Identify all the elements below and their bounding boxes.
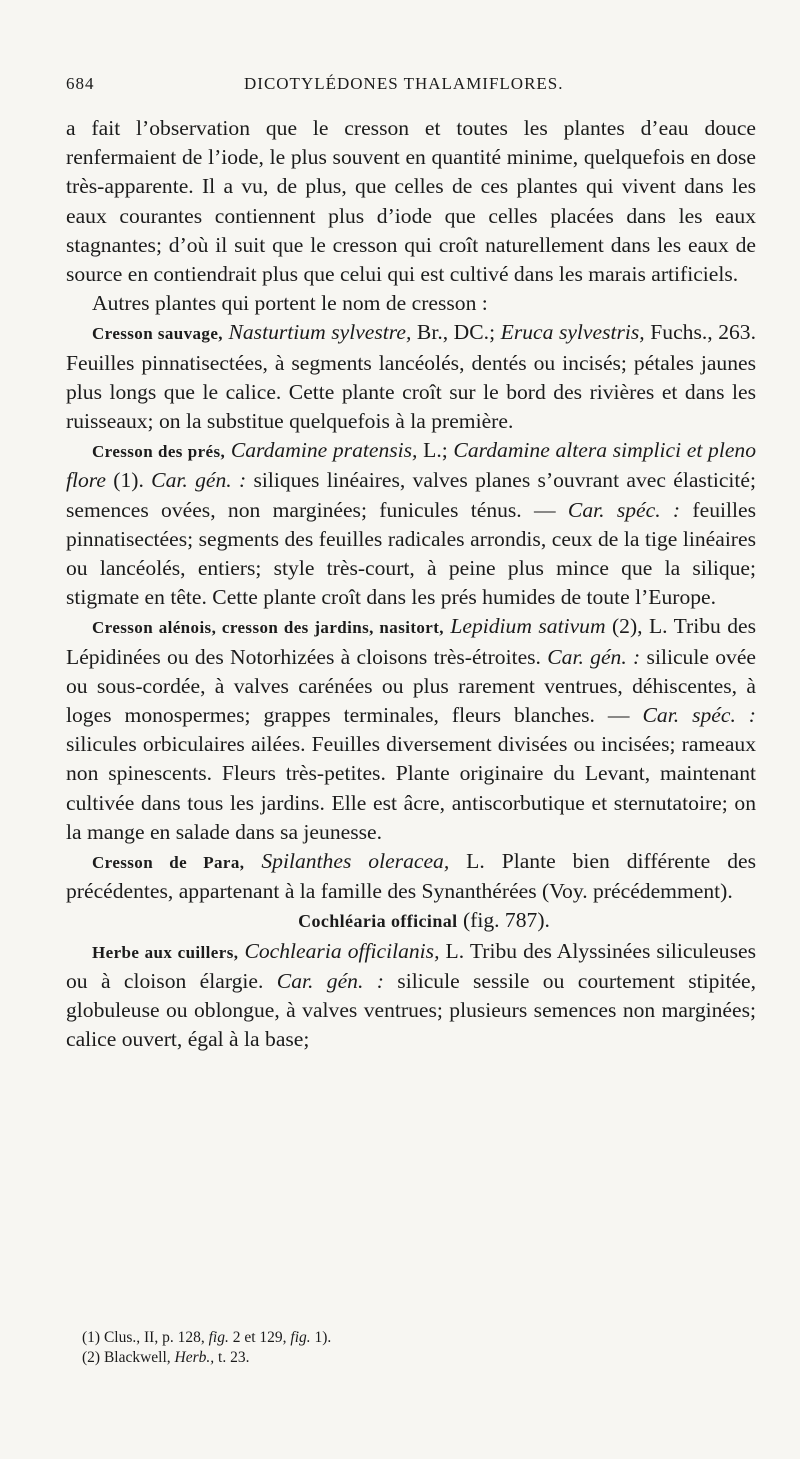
entry-text: L.; — [417, 438, 454, 463]
entry-text: feuilles pinnatisectées; segments des feuilles radicales arrondis, ceux de la tige linéaires ou lancéolés, entiers; style très-court, à peine plus mince que la silique; stigmate en tête. Cette plante croît dans les prés humides de toute l’Europe. — [66, 497, 756, 610]
latin-name: Nasturtium sylvestre, — [228, 320, 412, 345]
car-gen-label: Car. gén. : — [151, 468, 247, 493]
main-text — [66, 114, 756, 1055]
paragraph-iode: a fait l’observation que le cresson et toutes les plantes d’eau douce renfermaient de l’iode, le plus souvent en quantité minime, quelquefois en dose très-apparente. Il a vu, de plus, que celles de ces plantes qui vivent dans les eaux courantes contiennent plus d’iode que celles placées dans les eaux stagnantes; d’où il suit que le cresson qui croît naturellement dans les eaux de source en contiendrait plus que celui qui est cultivé dans les marais artificiels. — [66, 116, 756, 287]
latin-name: Eruca sylvestris, — [500, 320, 645, 345]
running-title: DICOTYLÉDONES THALAMIFLORES. — [244, 74, 564, 93]
footnote-text: 1). — [310, 1329, 332, 1346]
latin-name: Spilanthes oleracea, — [261, 849, 450, 874]
entry-herbe-aux-cuillers — [66, 937, 756, 1055]
entry-text: L. Plante bien différente des précédentes, appartenant à la famille des Synanthérées (Voy. précédemment). — [66, 849, 756, 904]
car-spec-label: Car. spéc. : — [567, 497, 681, 522]
latin-name: Cochlearia officilanis, — [244, 938, 440, 963]
entry-text: silicules orbiculaires ailées. Feuilles diversement divisées ou incisées; rameaux non spinescents. Fleurs très-petites. Plante originaire du Levant, maintenant cultivée dans tous les jardins. Elle est âcre, antiscorbutique et sternutatoire; on la mange en salade dans sa jeunesse. — [66, 732, 756, 844]
footnotes — [82, 1328, 742, 1368]
entry-cresson-alenois — [66, 612, 756, 847]
car-spec-label: Car. spéc. : — [642, 703, 756, 728]
latin-name: Lepidium sativum — [450, 614, 606, 639]
entry-name: Cresson de Para, — [92, 853, 245, 873]
page-number: 684 — [66, 74, 95, 93]
footnote-italic: fig. — [208, 1329, 229, 1346]
footnote-1 — [82, 1328, 742, 1348]
entry-text: siliques linéaires, valves planes s’ouvrant avec élasticité; semences ovées, non marginées; funicules ténus. — — [66, 468, 756, 522]
footnote-text: t. 23. — [214, 1349, 250, 1366]
entry-cresson-sauvage — [66, 318, 756, 436]
footnote-2 — [82, 1348, 742, 1368]
entry-text: (1). — [105, 468, 152, 493]
entry-cresson-des-pres — [66, 436, 756, 612]
entry-text: L. Tribu des Alyssinées siliculeuses ou à cloison élargie. — [66, 938, 756, 993]
entry-text: silicule sessile ou courtement stipitée, globuleuse ou oblongue, à valves ventrues; plusieurs semences non marginées; calice ouvert, égal à la base; — [66, 968, 757, 1052]
entry-text: Br., DC.; — [411, 320, 501, 345]
car-gen-label: Car. gén. : — [547, 644, 641, 669]
entry-text: silicule ovée ou sous-cordée, à valves carénées ou plus rarement ventrues, déhiscentes, à loges monospermes; grappes terminales, fleurs blanches. — — [66, 644, 756, 728]
entry-text: Fuchs., 263. Feuilles pinnatisectées, à segments lancéolés, dentés ou incisés; pétales jaunes plus longs que le calice. Cette plante croît sur le bord des rivières et dans les ruisseaux; on la substitue quelquefois à la première. — [66, 320, 756, 434]
footnote-text: (2) Blackwell, — [82, 1349, 175, 1366]
latin-name: Cardamine pratensis, — [230, 438, 418, 463]
running-header — [66, 74, 756, 102]
section-heading — [66, 906, 756, 936]
footnote-italic: fig. — [290, 1329, 311, 1346]
entry-name: Cresson sauvage, — [92, 324, 223, 344]
paragraph-autres-plantes: Autres plantes qui portent le nom de cresson : — [92, 291, 488, 316]
entry-name: Herbe aux cuillers, — [92, 942, 239, 962]
figure-reference: (fig. 787). — [462, 908, 550, 933]
latin-name: Cardamine altera simplici et pleno flore — [66, 438, 757, 493]
footnote-text: (1) Clus., II, p. 128, — [82, 1329, 209, 1346]
entry-name: Cresson alénois, cresson des jardins, nasitort, — [92, 618, 444, 638]
section-title: Cochléaria officinal — [298, 911, 458, 932]
footnote-text: 2 et 129, — [228, 1329, 291, 1346]
car-gen-label: Car. gén. : — [276, 968, 384, 993]
entry-cresson-de-para — [66, 847, 756, 906]
entry-text: (2), L. Tribu des Lépidinées ou des Notorhizées à cloisons très-étroites. — [66, 614, 756, 669]
entry-name: Cresson des prés, — [92, 442, 226, 462]
footnote-italic: Herb., — [174, 1349, 215, 1366]
